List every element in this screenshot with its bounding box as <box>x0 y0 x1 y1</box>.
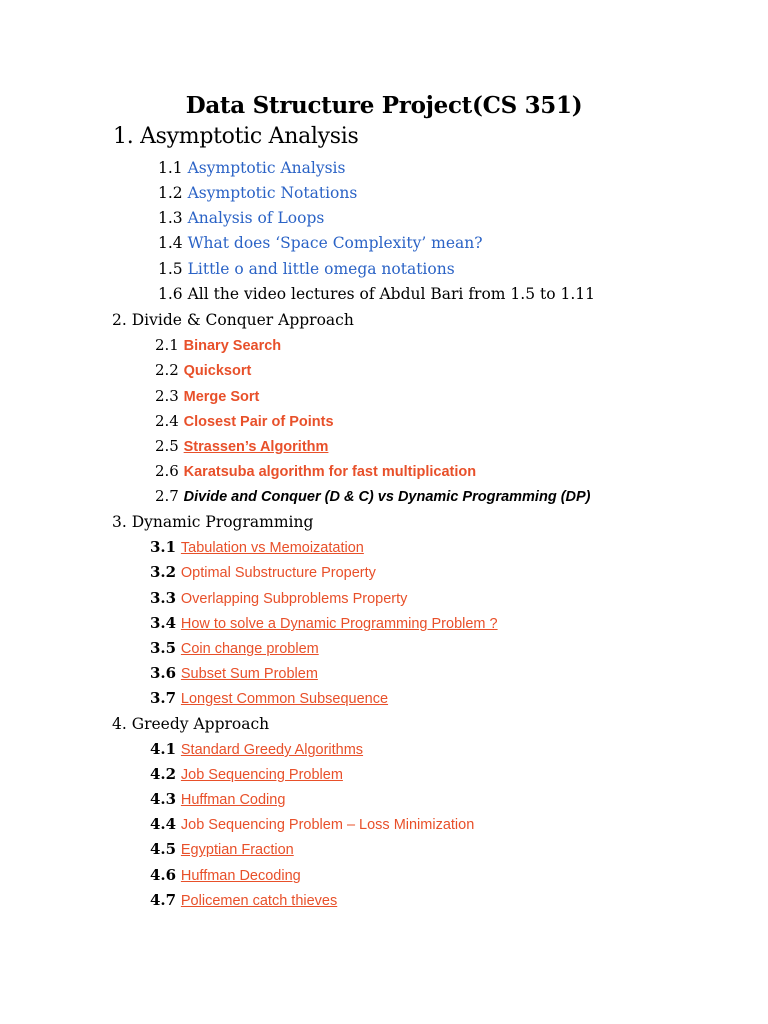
list-item: 2.7 Divide and Conquer (D & C) vs Dynamic Programming (DP) <box>155 487 591 505</box>
topic-link[interactable]: How to solve a Dynamic Programming Problem ? <box>180 616 498 632</box>
topic-link[interactable]: Coin change problem <box>180 641 319 657</box>
list-item: 3.2 Optimal Substructure Property <box>150 563 376 581</box>
list-item: 4.6 Huffman Decoding <box>150 866 301 884</box>
section-heading-greedy: 4. Greedy Approach <box>112 715 270 733</box>
topic-link[interactable]: Quicksort <box>183 363 252 379</box>
section-heading-divide-conquer: 2. Divide & Conquer Approach <box>112 311 354 329</box>
topic-link[interactable]: Closest Pair of Points <box>183 414 334 430</box>
topic-link[interactable]: Strassen’s Algorithm <box>183 439 329 455</box>
list-item: 1.6 All the video lectures of Abdul Bari from 1.5 to 1.11 <box>158 285 595 303</box>
list-item: 1.3 Analysis of Loops <box>158 209 325 227</box>
topic-link[interactable]: Binary Search <box>183 338 282 354</box>
topic-link[interactable]: Subset Sum Problem <box>180 666 318 682</box>
topic-link[interactable]: Divide and Conquer (D & C) vs Dynamic Programming (DP) <box>183 489 591 505</box>
topic-link[interactable]: Job Sequencing Problem – Loss Minimization <box>180 817 475 833</box>
list-item: 2.6 Karatsuba algorithm for fast multiplication <box>155 462 477 480</box>
topic-link[interactable]: Egyptian Fraction <box>180 842 294 858</box>
list-item: 1.1 Asymptotic Analysis <box>158 159 346 177</box>
topic-link[interactable]: Little o and little omega notations <box>187 260 455 278</box>
list-item: 3.7 Longest Common Subsequence <box>150 689 389 707</box>
topic-link[interactable]: Longest Common Subsequence <box>180 691 389 707</box>
section-heading-dynamic-programming: 3. Dynamic Programming <box>112 513 314 531</box>
list-item: 2.3 Merge Sort <box>155 387 260 405</box>
topic-link[interactable]: Analysis of Loops <box>187 209 325 227</box>
section-heading-asymptotic: 1. Asymptotic Analysis <box>113 124 359 149</box>
topic-link[interactable]: Policemen catch thieves <box>180 893 338 909</box>
document-title: Data Structure Project(CS 351) <box>185 92 583 119</box>
list-item: 3.6 Subset Sum Problem <box>150 664 318 682</box>
list-item: 4.1 Standard Greedy Algorithms <box>150 740 364 758</box>
list-item: 4.4 Job Sequencing Problem – Loss Minimization <box>150 815 475 833</box>
list-item: 1.5 Little o and little omega notations <box>158 260 455 278</box>
topic-link[interactable]: Overlapping Subproblems Property <box>180 591 408 607</box>
topic-link[interactable]: What does ‘Space Complexity’ mean? <box>187 234 483 252</box>
topic-link[interactable]: Huffman Coding <box>180 792 286 808</box>
list-item: 3.3 Overlapping Subproblems Property <box>150 589 408 607</box>
topic-text: All the video lectures of Abdul Bari from 1.5 to 1.11 <box>187 285 595 303</box>
list-item: 4.2 Job Sequencing Problem <box>150 765 343 783</box>
topic-link[interactable]: Huffman Decoding <box>180 868 301 884</box>
list-item: 3.1 Tabulation vs Memoizatation <box>150 538 364 556</box>
topic-link[interactable]: Optimal Substructure Property <box>180 565 376 581</box>
list-item: 2.2 Quicksort <box>155 361 252 379</box>
list-item: 2.5 Strassen’s Algorithm <box>155 437 329 455</box>
topic-link[interactable]: Asymptotic Analysis <box>187 159 346 177</box>
list-item: 2.4 Closest Pair of Points <box>155 412 334 430</box>
list-item: 4.5 Egyptian Fraction <box>150 840 294 858</box>
list-item: 3.4 How to solve a Dynamic Programming Problem ? <box>150 614 498 632</box>
topic-link[interactable]: Merge Sort <box>183 389 260 405</box>
list-item: 2.1 Binary Search <box>155 336 282 354</box>
topic-link[interactable]: Asymptotic Notations <box>187 184 358 202</box>
list-item: 1.4 What does ‘Space Complexity’ mean? <box>158 234 483 252</box>
topic-link[interactable]: Job Sequencing Problem <box>180 767 343 783</box>
topic-link[interactable]: Karatsuba algorithm for fast multiplication <box>183 464 477 480</box>
topic-link[interactable]: Standard Greedy Algorithms <box>180 742 364 758</box>
list-item: 3.5 Coin change problem <box>150 639 319 657</box>
list-item: 4.7 Policemen catch thieves <box>150 891 338 909</box>
list-item: 4.3 Huffman Coding <box>150 790 286 808</box>
list-item: 1.2 Asymptotic Notations <box>158 184 358 202</box>
topic-link[interactable]: Tabulation vs Memoizatation <box>180 540 364 556</box>
